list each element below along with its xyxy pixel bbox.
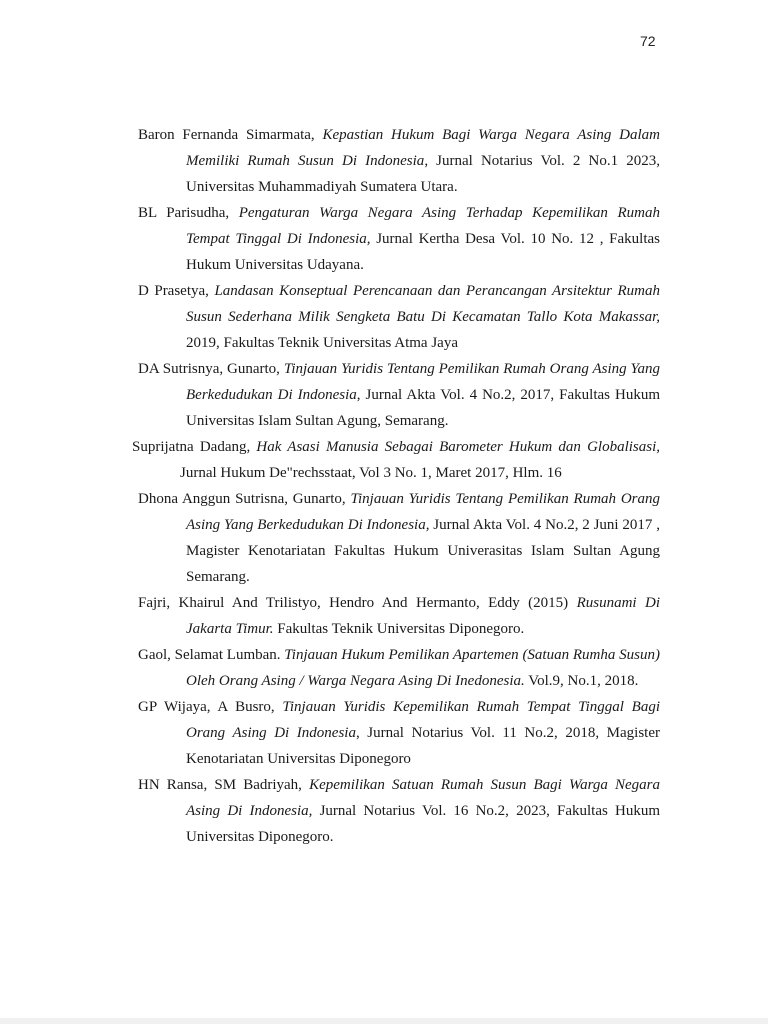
reference-details: Jurnal Akta Vol. 4 No.2, 2 Juni 2017 , Magister Kenotariatan Fakultas Hukum Univerasitas Islam Sultan Agung Semarang.	[186, 517, 660, 585]
reference-entry	[138, 200, 660, 278]
reference-details: Jurnal Hukum De"rechsstaat, Vol 3 No. 1, Maret 2017, Hlm. 16	[180, 465, 562, 481]
reference-author: Dhona Anggun Sutrisna, Gunarto,	[138, 491, 351, 507]
reference-details: Vol.9, No.1, 2018.	[524, 673, 639, 689]
reference-details: Fakultas Teknik Universitas Diponegoro.	[273, 621, 525, 637]
reference-details: Jurnal Notarius Vol. 16 No.2, 2023, Fakultas Hukum Universitas Diponegoro.	[186, 803, 660, 845]
reference-author: GP Wijaya, A Busro,	[138, 699, 283, 715]
reference-title: Hak Asasi Manusia Sebagai Barometer Hukum dan Globalisasi,	[256, 439, 660, 455]
reference-title: Kepastian Hukum Bagi Warga Negara Asing Dalam Memiliki Rumah Susun Di Indonesia	[186, 127, 661, 169]
reference-title: Tinjauan Yuridis Tentang Pemilikan Rumah Orang Asing Yang Berkedudukan Di Indonesia	[186, 361, 660, 403]
reference-entry	[132, 434, 660, 486]
reference-details: , Jurnal Akta Vol. 4 No.2, 2017, Fakultas Hukum Universitas Islam Sultan Agung, Semarang.	[186, 387, 660, 429]
reference-title: Kepemilikan Satuan Rumah Susun Bagi Warga Negara Asing Di Indonesia,	[186, 777, 660, 819]
reference-title: Tinjauan Yuridis Tentang Pemilikan Rumah Orang Asing Yang Berkedudukan Di Indonesia,	[186, 491, 660, 533]
reference-title: Landasan Konseptual Perencanaan dan Perancangan Arsitektur Rumah Susun Sederhana Milik Sengketa Batu Di Kecamatan Tallo Kota Makassar,	[186, 283, 660, 325]
reference-title: Rusunami Di Jakarta Timur.	[186, 595, 660, 637]
page-bottom-edge	[0, 1018, 768, 1024]
reference-author: DA Sutrisnya, Gunarto,	[138, 361, 284, 377]
reference-list	[132, 122, 661, 850]
reference-author: Fajri, Khairul And Trilistyo, Hendro And Hermanto, Eddy (2015)	[138, 595, 577, 611]
reference-entry	[138, 772, 660, 850]
reference-title: Pengaturan Warga Negara Asing Terhadap Kepemilikan Rumah Tempat Tinggal Di Indonesia,	[186, 205, 660, 247]
reference-entry	[138, 486, 660, 590]
reference-author: BL Parisudha,	[138, 205, 239, 221]
reference-details: , Jurnal Notarius Vol. 2 No.1 2023, Universitas Muhammadiyah Sumatera Utara.	[186, 153, 660, 195]
page-number: 72	[640, 33, 656, 49]
reference-entry	[138, 356, 660, 434]
reference-entry	[138, 694, 660, 772]
reference-author: HN Ransa, SM Badriyah,	[138, 777, 310, 793]
reference-title: Tinjauan Hukum Pemilikan Apartemen (Satuan Rumha Susun) Oleh Orang Asing / Warga Negara Asing Di Inedonesia.	[186, 647, 660, 689]
reference-entry	[138, 122, 660, 200]
reference-entry	[138, 642, 660, 694]
reference-details: 2019, Fakultas Teknik Universitas Atma Jaya	[186, 335, 458, 351]
reference-author: Baron Fernanda Simarmata,	[138, 127, 323, 143]
reference-details: Jurnal Kertha Desa Vol. 10 No. 12 , Fakultas Hukum Universitas Udayana.	[186, 231, 660, 273]
reference-details: , Jurnal Notarius Vol. 11 No.2, 2018, Magister Kenotariatan Universitas Diponegoro	[186, 725, 660, 767]
reference-entry	[138, 278, 660, 356]
reference-author: Gaol, Selamat Lumban.	[138, 647, 285, 663]
reference-author: D Prasetya,	[138, 283, 215, 299]
reference-entry	[138, 590, 660, 642]
reference-author: Suprijatna Dadang,	[132, 439, 257, 455]
reference-title: Tinjauan Yuridis Kepemilikan Rumah Tempat Tinggal Bagi Orang Asing Di Indonesia	[186, 699, 661, 741]
